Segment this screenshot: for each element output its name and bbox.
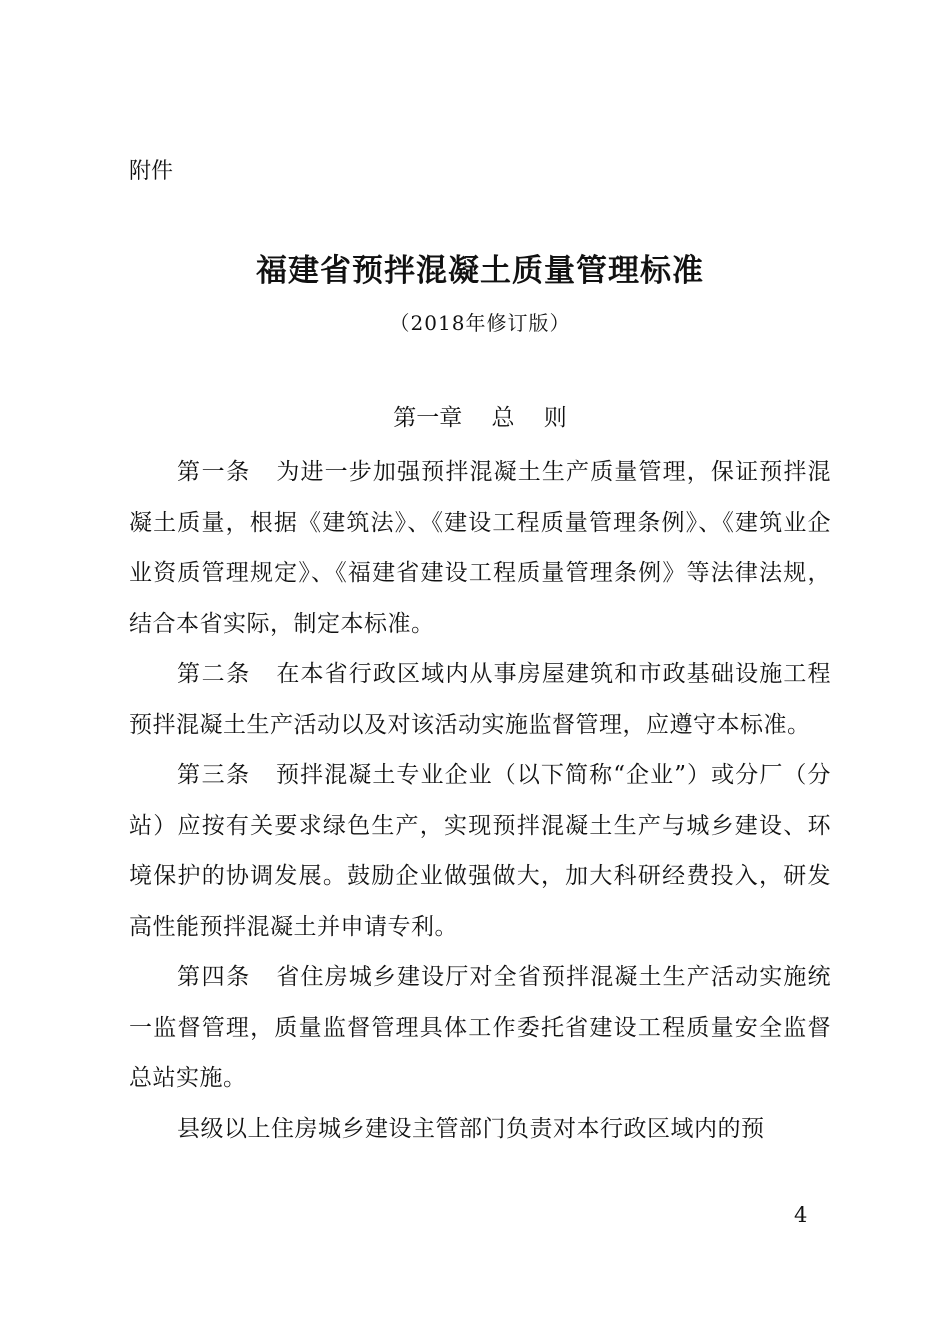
paragraph-text: 县级以上住房城乡建设主管部门负责对本行政区域内的预 <box>177 1115 765 1142</box>
document-title: 福建省预拌混凝土质量管理标准 <box>256 253 704 289</box>
document-body <box>129 447 831 1154</box>
article-text: 为进一步加强预拌混凝土生产质量管理，保证预拌混凝土质量，根据《建筑法》、《建设工程质量管理条例》、《建筑业企业资质管理规定》、《福建省建设工程质量管理条例》等法律法规，结合本省实际，制定本标准。 <box>129 459 832 637</box>
chapter-title: 第一章 总 则 <box>393 405 567 431</box>
article-3 <box>129 750 831 952</box>
article-text: 省住房城乡建设厅对全省预拌混凝土生产活动实施统一监督管理，质量监督管理具体工作委托省建设工程质量安全监督总站实施。 <box>129 964 832 1091</box>
article-1 <box>129 447 831 649</box>
article-label: 第一条 <box>177 459 251 485</box>
article-label: 第二条 <box>177 661 251 687</box>
continuation-paragraph <box>129 1104 831 1155</box>
document-subtitle: （2018年修订版） <box>389 311 571 335</box>
article-label: 第四条 <box>177 964 251 990</box>
article-label: 第三条 <box>177 762 251 788</box>
article-4 <box>129 952 831 1104</box>
article-text: 预拌混凝土专业企业（以下简称“企业”）或分厂（分站）应按有关要求绿色生产，实现预拌混凝土生产与城乡建设、环境保护的协调发展。鼓励企业做强做大，加大科研经费投入，研发高性能预拌混凝土并申请专利。 <box>129 762 831 940</box>
article-text: 在本省行政区域内从事房屋建筑和市政基础设施工程预拌混凝土生产活动以及对该活动实施监督管理，应遵守本标准。 <box>129 661 832 738</box>
page-number: 4 <box>794 1203 808 1227</box>
attachment-label: 附件 <box>129 159 174 184</box>
article-2 <box>129 649 831 750</box>
